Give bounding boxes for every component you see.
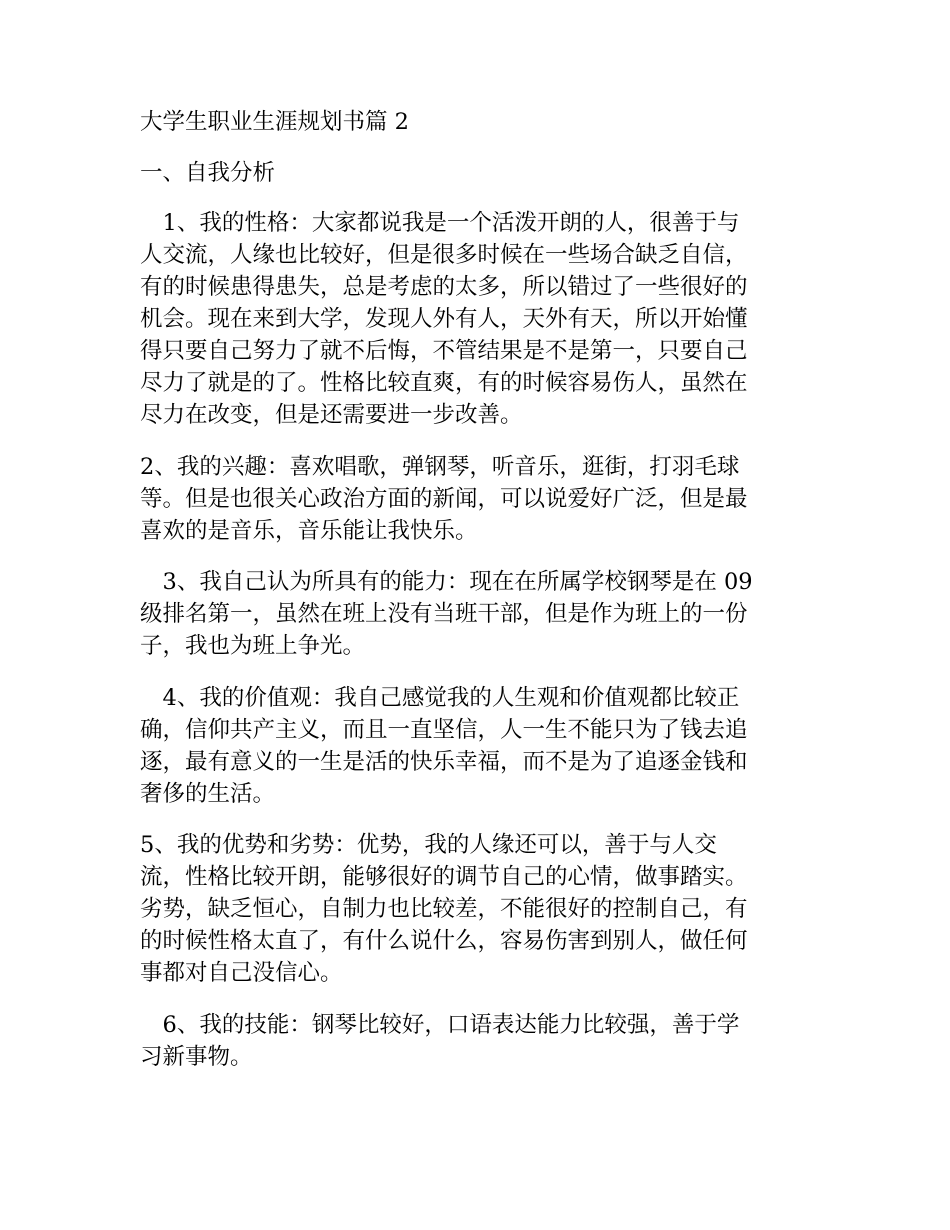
paragraph-line: 事都对自己没信心。	[140, 960, 343, 986]
paragraph-line: 尽力了就是的了。性格比较直爽，有的时候容易伤人，虽然在	[140, 370, 748, 396]
paragraph-line: 有的时候患得患失，总是考虑的太多，所以错过了一些很好的	[140, 274, 748, 300]
paragraph-line: 1、我的性格：大家都说我是一个活泼开朗的人，很善于与	[140, 210, 740, 236]
document-title: 大学生职业生涯规划书篇 2	[140, 109, 409, 135]
paragraph-line: 3、我自己认为所具有的能力：现在在所属学校钢琴是在 09	[140, 569, 753, 595]
paragraph-line: 奢侈的生活。	[140, 781, 276, 807]
paragraph-line: 习新事物。	[140, 1044, 253, 1070]
paragraph-line: 5、我的优势和劣势：优势，我的人缘还可以，善于与人交	[140, 832, 717, 858]
paragraph-line: 的时候性格太直了，有什么说什么，容易伤害到别人，做任何	[140, 928, 748, 954]
paragraph-line: 级排名第一，虽然在班上没有当班干部，但是作为班上的一份	[140, 601, 748, 627]
paragraph-line: 子，我也为班上争光。	[140, 633, 366, 659]
paragraph-line: 等。但是也很关心政治方面的新闻，可以说爱好广泛，但是最	[140, 486, 748, 512]
paragraph-line: 尽力在改变，但是还需要进一步改善。	[140, 402, 523, 428]
paragraph-line: 得只要自己努力了就不后悔，不管结果是不是第一，只要自己	[140, 338, 748, 364]
section-heading: 一、自我分析	[140, 160, 276, 186]
paragraph-line: 6、我的技能：钢琴比较好，口语表达能力比较强，善于学	[140, 1012, 740, 1038]
paragraph-line: 劣势，缺乏恒心，自制力也比较差，不能很好的控制自己，有	[140, 896, 748, 922]
paragraph-line: 2、我的兴趣：喜欢唱歌，弹钢琴，听音乐，逛街，打羽毛球	[140, 454, 740, 480]
paragraph-line: 逐，最有意义的一生是活的快乐幸福，而不是为了追逐金钱和	[140, 749, 748, 775]
paragraph-line: 4、我的价值观：我自己感觉我的人生观和价值观都比较正	[140, 685, 740, 711]
paragraph-line: 流，性格比较开朗，能够很好的调节自己的心情，做事踏实。	[140, 864, 748, 890]
paragraph-line: 人交流，人缘也比较好，但是很多时候在一些场合缺乏自信，	[140, 242, 748, 268]
paragraph-line: 机会。现在来到大学，发现人外有人，天外有天，所以开始懂	[140, 306, 748, 332]
paragraph-line: 确，信仰共产主义，而且一直坚信，人一生不能只为了钱去追	[140, 717, 748, 743]
paragraph-line: 喜欢的是音乐，音乐能让我快乐。	[140, 518, 478, 544]
